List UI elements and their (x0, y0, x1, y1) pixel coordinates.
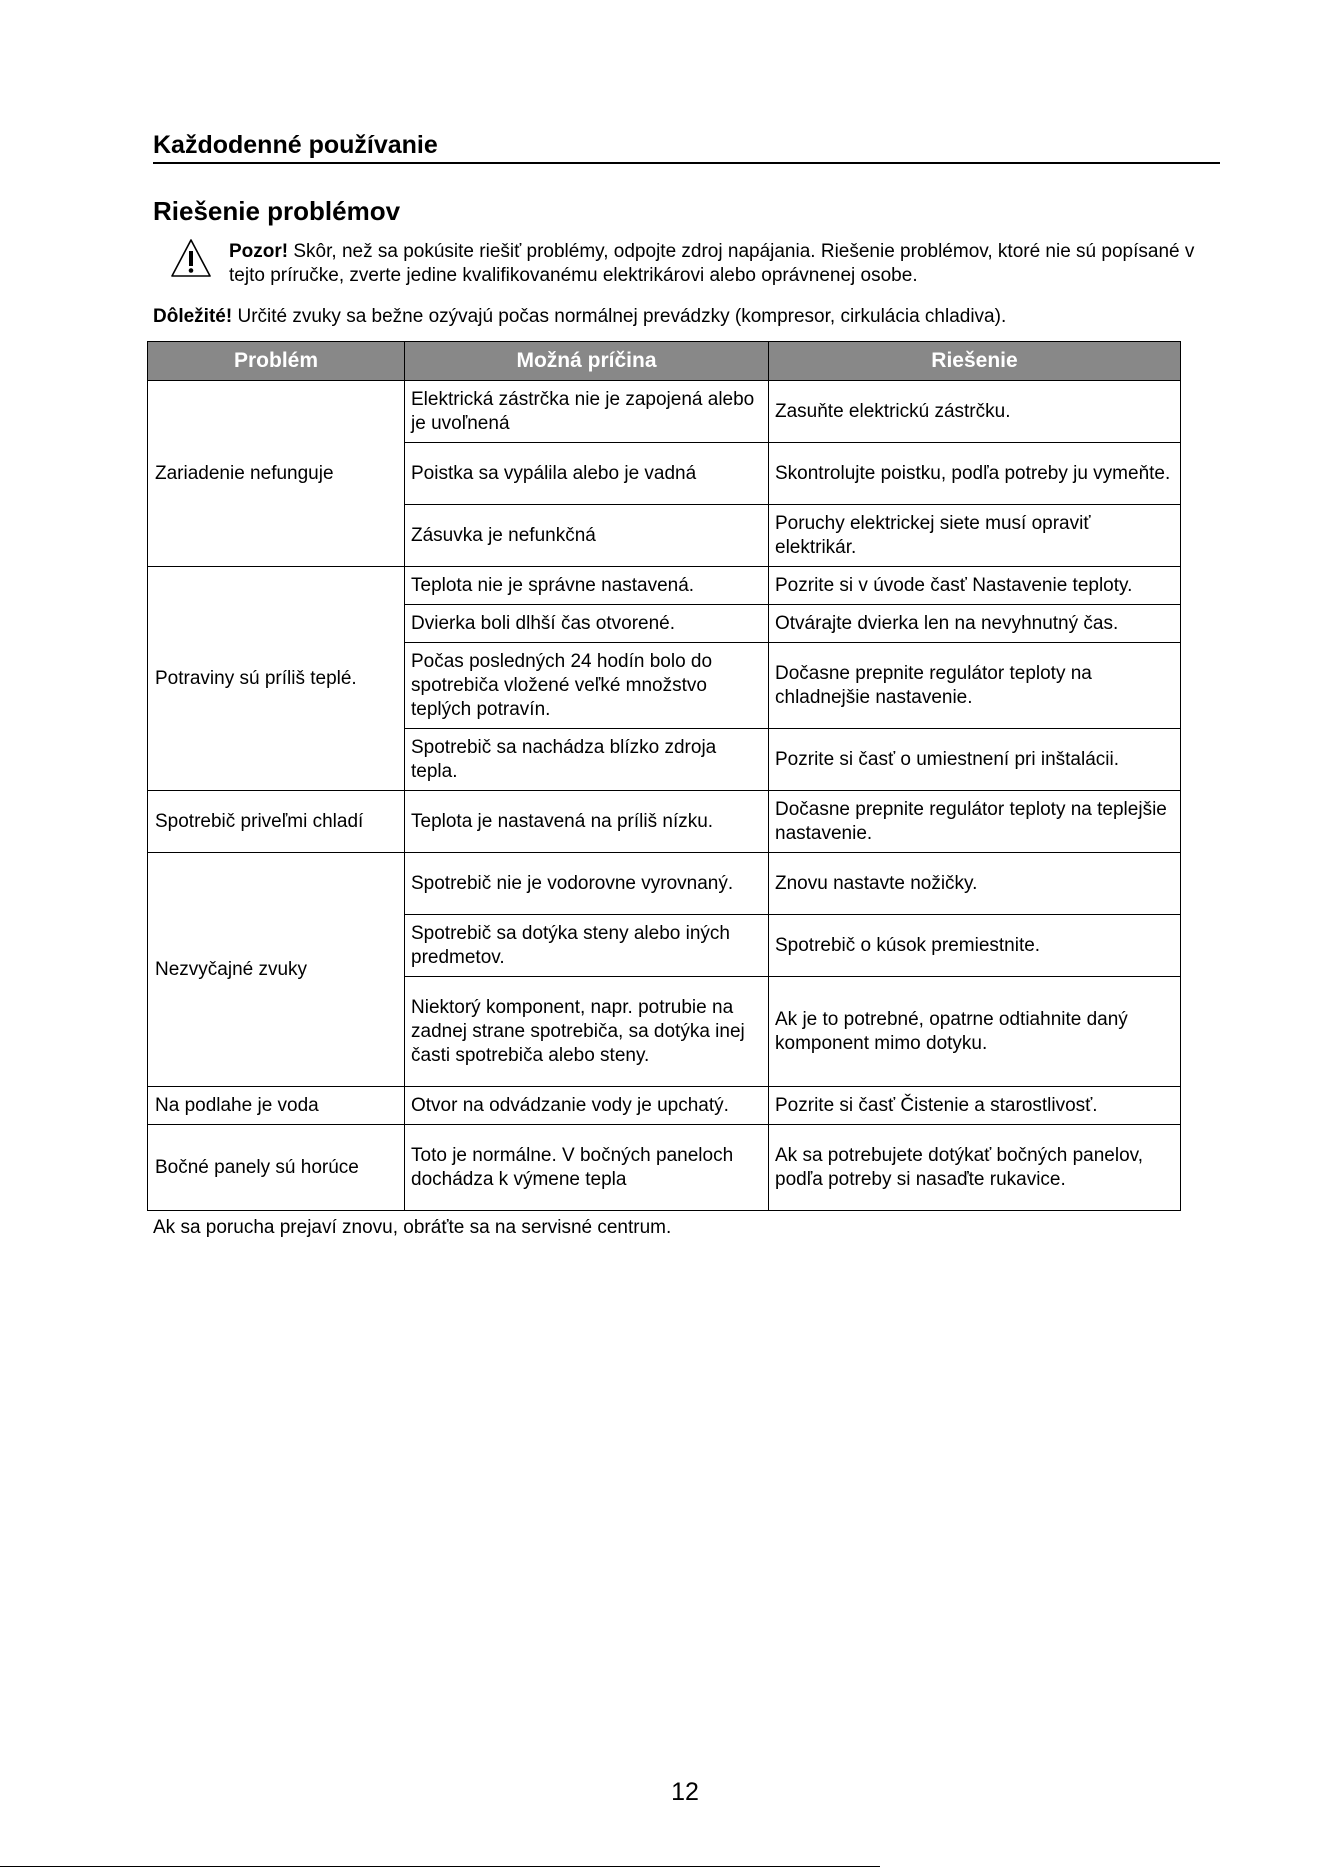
solution-cell: Pozrite si časť Čistenie a starostlivosť. (769, 1087, 1181, 1125)
cause-cell: Dvierka boli dlhší čas otvorené. (405, 605, 769, 643)
warning-triangle-icon (170, 238, 212, 278)
solution-cell: Ak sa potrebujete dotýkať bočných panelov, podľa potreby si nasaďte rukavice. (769, 1125, 1181, 1211)
problem-cell: Bočné panely sú horúce (148, 1125, 405, 1211)
solution-cell: Dočasne prepnite regulátor teploty na chladnejšie nastavenie. (769, 643, 1181, 729)
table-row (148, 791, 1181, 853)
solution-cell: Znovu nastavte nožičky. (769, 853, 1181, 915)
problem-cell: Potraviny sú príliš teplé. (148, 567, 405, 791)
table-header-row (148, 342, 1181, 381)
cause-cell: Niektorý komponent, napr. potrubie na zadnej strane spotrebiča, sa dotýka inej časti spotrebiča alebo steny. (405, 977, 769, 1087)
problem-cell: Na podlahe je voda (148, 1087, 405, 1125)
warning-text (229, 240, 1219, 288)
header-problem: Problém (148, 342, 405, 381)
section-heading: Každodenné používanie (153, 131, 1220, 164)
table-row (148, 853, 1181, 915)
page-title: Riešenie problémov (153, 196, 401, 226)
header-solution: Riešenie (769, 342, 1181, 381)
table-row (148, 1125, 1181, 1211)
problem-cell: Spotrebič priveľmi chladí (148, 791, 405, 853)
warning-message: Skôr, než sa pokúsite riešiť problémy, odpojte zdroj napájania. Riešenie problémov, ktoré nie sú popísané v tejto príručke, zverte jedine kvalifikovanému elektrikárovi alebo oprávnenej osobe. (229, 241, 1195, 286)
cause-cell: Teplota je nastavená na príliš nízku. (405, 791, 769, 853)
problem-cell: Nezvyčajné zvuky (148, 853, 405, 1087)
cause-cell: Zásuvka je nefunkčná (405, 505, 769, 567)
cause-cell: Toto je normálne. V bočných paneloch dochádza k výmene tepla (405, 1125, 769, 1211)
solution-cell: Otvárajte dvierka len na nevyhnutný čas. (769, 605, 1181, 643)
solution-cell: Skontrolujte poistku, podľa potreby ju vymeňte. (769, 443, 1181, 505)
solution-cell: Poruchy elektrickej siete musí opraviť elektrikár. (769, 505, 1181, 567)
solution-cell: Pozrite si v úvode časť Nastavenie teploty. (769, 567, 1181, 605)
cause-cell: Poistka sa vypálila alebo je vadná (405, 443, 769, 505)
cause-cell: Teplota nie je správne nastavená. (405, 567, 769, 605)
cause-cell: Spotrebič nie je vodorovne vyrovnaný. (405, 853, 769, 915)
solution-cell: Spotrebič o kúsok premiestnite. (769, 915, 1181, 977)
cause-cell: Počas posledných 24 hodín bolo do spotrebiča vložené veľké množstvo teplých potravín. (405, 643, 769, 729)
table-row (148, 1087, 1181, 1125)
solution-cell: Zasuňte elektrickú zástrčku. (769, 381, 1181, 443)
cause-cell: Spotrebič sa dotýka steny alebo iných predmetov. (405, 915, 769, 977)
table-row (148, 381, 1181, 443)
warning-label: Pozor! (229, 241, 289, 262)
page-number: 12 (671, 1778, 699, 1806)
cause-cell: Otvor na odvádzanie vody je upchatý. (405, 1087, 769, 1125)
table-row (148, 567, 1181, 605)
problem-cell: Zariadenie nefunguje (148, 381, 405, 567)
troubleshooting-table (147, 341, 1181, 1211)
bottom-divider (0, 1866, 880, 1867)
cause-cell: Spotrebič sa nachádza blízko zdroja tepla. (405, 729, 769, 791)
solution-cell: Pozrite si časť o umiestnení pri inštalácii. (769, 729, 1181, 791)
important-message: Určité zvuky sa bežne ozývajú počas normálnej prevádzky (kompresor, cirkulácia chladiva). (232, 306, 1007, 327)
solution-cell: Dočasne prepnite regulátor teploty na teplejšie nastavenie. (769, 791, 1181, 853)
important-label: Dôležité! (153, 306, 233, 327)
important-note (153, 305, 1223, 329)
solution-cell: Ak je to potrebné, opatrne odtiahnite daný komponent mimo dotyku. (769, 977, 1181, 1087)
footer-note: Ak sa porucha prejaví znovu, obráťte sa na servisné centrum. (153, 1217, 672, 1238)
cause-cell: Elektrická zástrčka nie je zapojená alebo je uvoľnená (405, 381, 769, 443)
header-cause: Možná príčina (405, 342, 769, 381)
